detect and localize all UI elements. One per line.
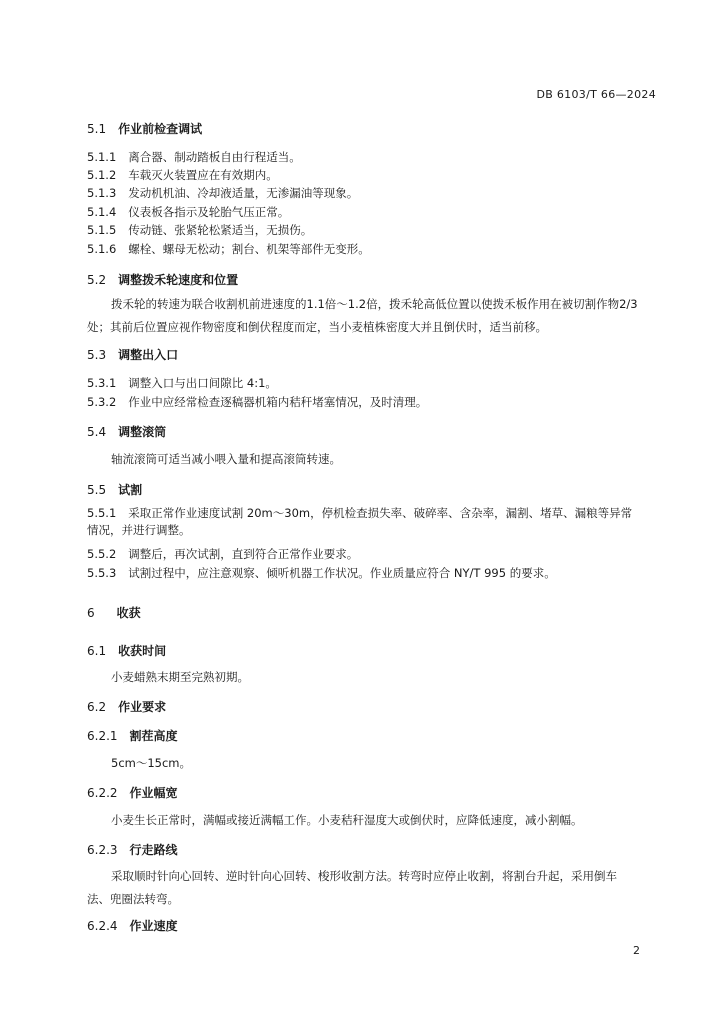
section-6-2-heading: 6.2 作业要求 — [87, 700, 167, 714]
section-5-5-heading: 5.5 试割 — [87, 483, 143, 497]
clause-5-1-5: 5.1.5 传动链、张紧轮松紧适当，无损伤。 — [87, 223, 313, 237]
clause-5-3-1: 5.3.1 调整入口与出口间隙比 4:1。 — [87, 376, 277, 390]
clause-5-5-1: 5.5.1 采取正常作业速度试割 20m～30m，停机检查损失率、破碎率、含杂率，漏割、堵草、漏粮等异常情况，并进行调整。 — [87, 506, 633, 537]
page-number: 2 — [633, 944, 640, 957]
clause-5-1-4: 5.1.4 仪表板各指示及轮胎气压正常。 — [87, 205, 290, 219]
section-5-2-heading: 5.2 调整拨禾轮速度和位置 — [87, 273, 239, 287]
section-6-2-1-paragraph: 5cm～15cm。 — [111, 756, 191, 770]
section-5-3-heading: 5.3 调整出入口 — [87, 348, 179, 362]
section-6-2-2-paragraph: 小麦生长正常时，满幅或接近满幅工作。小麦秸秆湿度大或倒伏时，应降低速度，减小割幅。 — [111, 813, 583, 827]
section-5-4-paragraph: 轴流滚筒可适当减小喂入量和提高滚筒转速。 — [111, 452, 341, 466]
clause-5-5-2: 5.5.2 调整后，再次试割，直到符合正常作业要求。 — [87, 547, 359, 561]
clause-5-1-3: 5.1.3 发动机机油、冷却液适量，无渗漏油等现象。 — [87, 186, 359, 200]
section-6-2-1-heading: 6.2.1 割茬高度 — [87, 729, 178, 743]
section-5-4-heading: 5.4 调整滚筒 — [87, 425, 167, 439]
clause-5-1-6: 5.1.6 螺栓、螺母无松动；割台、机架等部件无变形。 — [87, 242, 370, 256]
section-6-2-3-heading: 6.2.3 行走路线 — [87, 843, 178, 857]
section-6-2-2-heading: 6.2.2 作业幅宽 — [87, 786, 178, 800]
section-5-1-heading — [87, 120, 202, 137]
section-5-2-paragraph: 拨禾轮的转速为联合收割机前进速度的1.1倍～1.2倍，拨禾轮高低位置以使拨禾板作用在被切割作物2/3处；其前后位置应视作物密度和倒伏程度而定，当小麦植株密度大并且倒伏时，适当前移。 — [87, 297, 638, 334]
document-code: DB 6103/T 66—2024 — [536, 88, 656, 101]
section-6-1-paragraph: 小麦蜡熟末期至完熟初期。 — [111, 670, 249, 684]
clause-5-1-2: 5.1.2 车载灭火装置应在有效期内。 — [87, 168, 278, 182]
section-number: 5.1 — [87, 122, 107, 136]
section-6-2-4-heading: 6.2.4 作业速度 — [87, 919, 178, 933]
clause-5-1-1: 5.1.1 离合器、制动踏板自由行程适当。 — [87, 150, 301, 164]
section-6-2-3-paragraph: 采取顺时针向心回转、逆时针向心回转、梭形收割方法。转弯时应停止收割，将割台升起，采用倒车法、兜圈法转弯。 — [87, 869, 617, 906]
clause-5-5-3: 5.5.3 试割过程中，应注意观察、倾听机器工作状况。作业质量应符合 NY/T 995 的要求。 — [87, 566, 556, 580]
clause-5-3-2: 5.3.2 作业中应经常检查逐稿器机箱内秸秆堵塞情况，及时清理。 — [87, 395, 428, 409]
section-title: 作业前检查调试 — [118, 122, 203, 136]
section-6-1-heading: 6.1 收获时间 — [87, 644, 167, 658]
chapter-6-heading: 6 收获 — [87, 606, 141, 620]
